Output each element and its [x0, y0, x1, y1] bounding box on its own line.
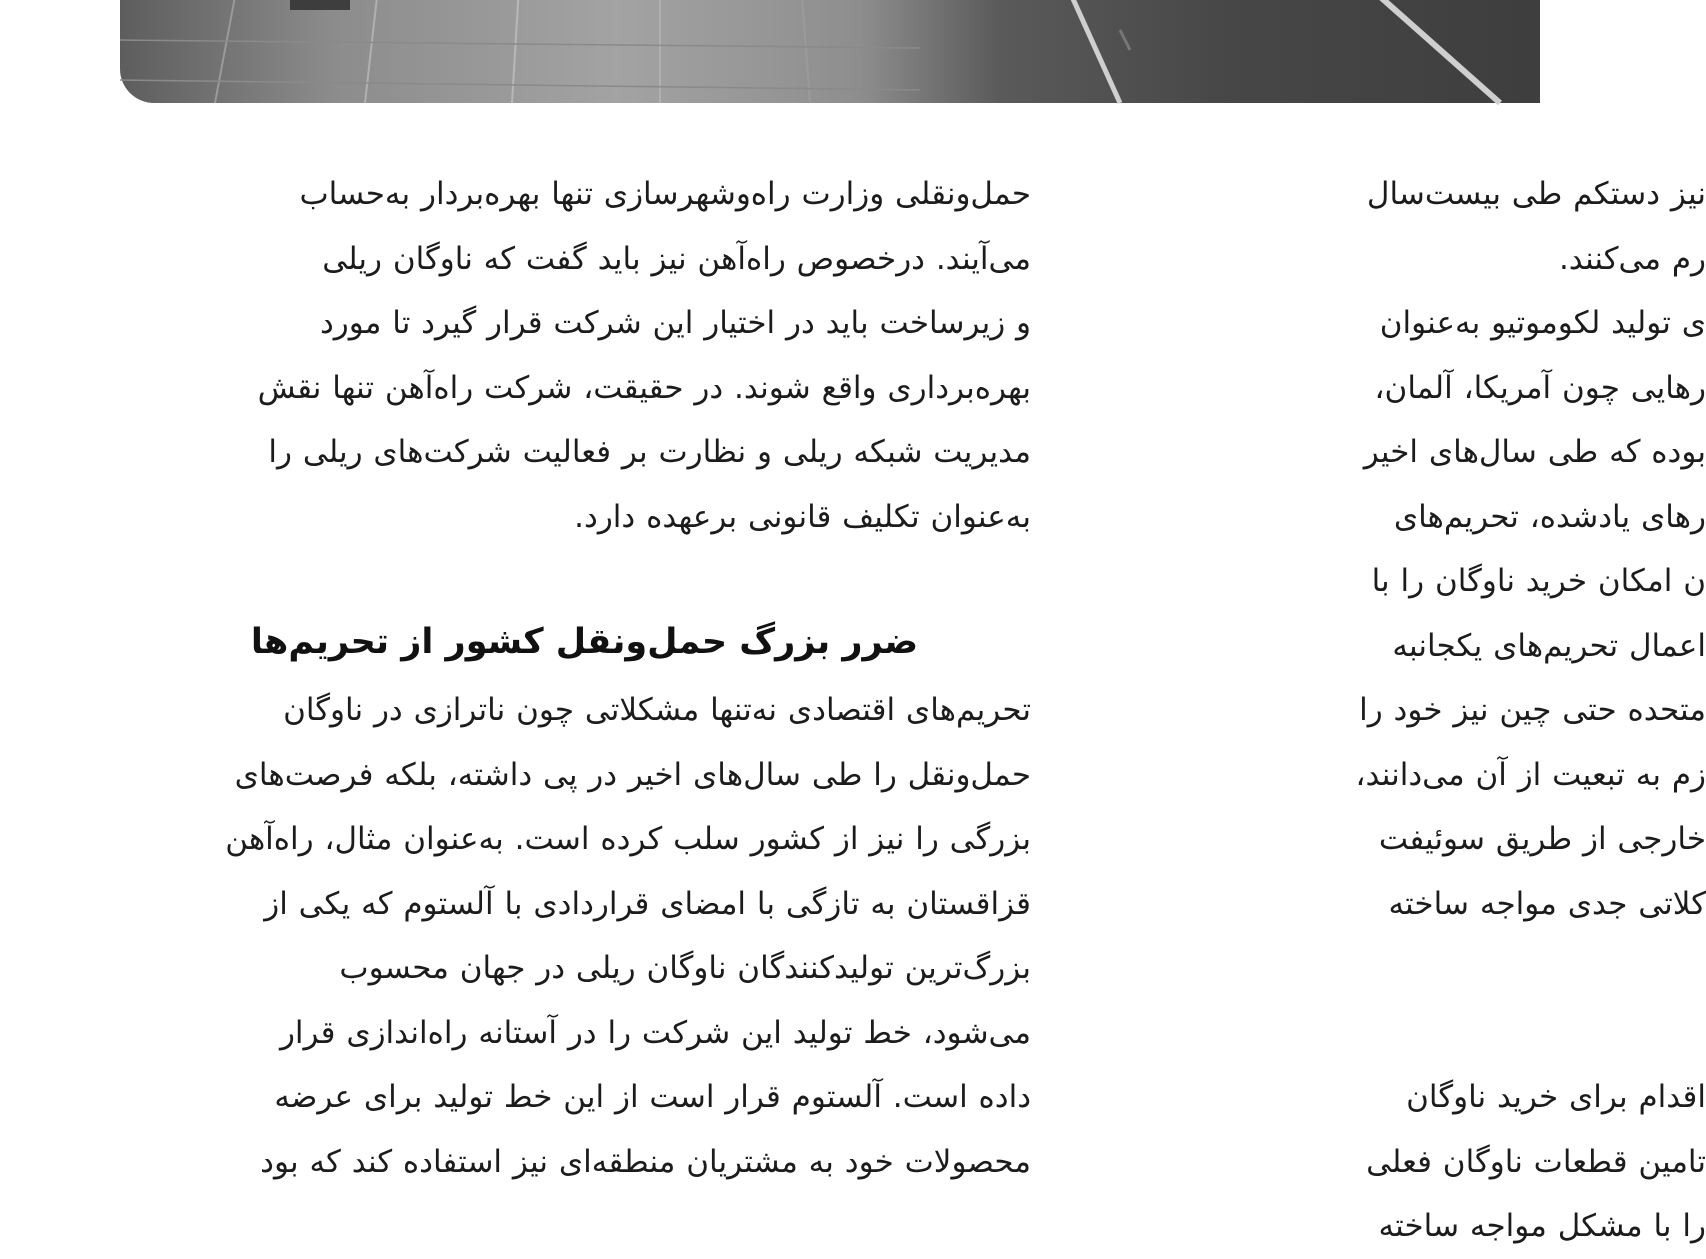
text-line: تامین قطعات ناوگان فعلی — [1366, 1143, 1706, 1180]
text-line: می‌آیند. درخصوص راه‌آهن نیز باید گفت که ناوگان ریلی — [322, 240, 1031, 277]
text-line: بهره‌برداری واقع شوند. در حقیقت، شرکت راه‌آهن تنها نقش — [257, 369, 1031, 406]
text-line: بزرگی را نیز از کشور سلب کرده است. به‌عنوان مثال، راه‌آهن — [225, 821, 1031, 857]
text-line: رهایی چون آمریکا، آلمان، — [1374, 369, 1706, 406]
text-line: بوده که طی سال‌های اخیر — [1363, 434, 1706, 470]
text-line: داده است. آلستوم قرار است از این خط تولید برای عرضه — [274, 1079, 1031, 1115]
railway-platform-photo — [120, 0, 1540, 103]
text-line: ن امکان خرید ناوگان را با — [1371, 563, 1706, 599]
text-line: قزاقستان به تازگی با امضای قراردادی با آلستوم که یکی از — [264, 885, 1031, 922]
text-line: مدیریت شبکه ریلی و نظارت بر فعالیت شرکت‌های ریلی را — [268, 434, 1031, 470]
text-line: نیز دستکم طی بیست‌سال — [1366, 176, 1706, 212]
text-line: کلاتی جدی مواجه ساخته — [1388, 885, 1706, 922]
text-line: حمل‌ونقل را طی سال‌های اخیر در پی داشته، بلکه فرصت‌های — [234, 756, 1031, 793]
railway-photo — [120, 0, 1540, 103]
text-line: تحریم‌های اقتصادی نه‌تنها مشکلاتی چون ناترازی در ناوگان — [283, 692, 1031, 728]
text-line: بزرگ‌ترین تولیدکنندگان ناوگان ریلی در جهان محسوب — [339, 950, 1031, 986]
text-line: متحده حتی چین نیز خود را — [1359, 692, 1706, 728]
text-line: اقدام برای خرید ناوگان — [1406, 1079, 1706, 1115]
text-line: خارجی از طریق سوئیفت — [1378, 821, 1706, 857]
text-line: رم می‌کنند. — [1558, 240, 1706, 277]
text-line: محصولات خود به مشتریان منطقه‌ای نیز استفاده کند که بود — [260, 1143, 1031, 1180]
text-line: ی تولید لکوموتیو به‌عنوان — [1379, 305, 1706, 341]
text-line: و زیرساخت باید در اختیار این شرکت قرار گیرد تا مورد — [320, 305, 1031, 341]
text-line: اعمال تحریم‌های یکجانبه — [1392, 627, 1706, 664]
text-line: رهای یادشده، تحریم‌های — [1393, 498, 1706, 535]
text-line: را با مشکل مواجه ساخته — [1378, 1208, 1706, 1244]
text-line: به‌عنوان تکلیف قانونی برعهده دارد. — [574, 498, 1031, 535]
right-column — [1106, 162, 1706, 1259]
text-line: زم به تبعیت از آن می‌دانند، — [1355, 756, 1706, 793]
section-heading: ضرر بزرگ حمل‌ونقل کشور از تحریم‌ها — [250, 622, 919, 662]
main-column — [138, 162, 1031, 1194]
text-line: می‌شود، خط تولید این شرکت را در آستانه راه‌اندازی قرار — [279, 1014, 1031, 1051]
text-line: حمل‌ونقلی وزارت راه‌وشهرسازی تنها بهره‌بردار به‌حساب — [299, 176, 1031, 212]
